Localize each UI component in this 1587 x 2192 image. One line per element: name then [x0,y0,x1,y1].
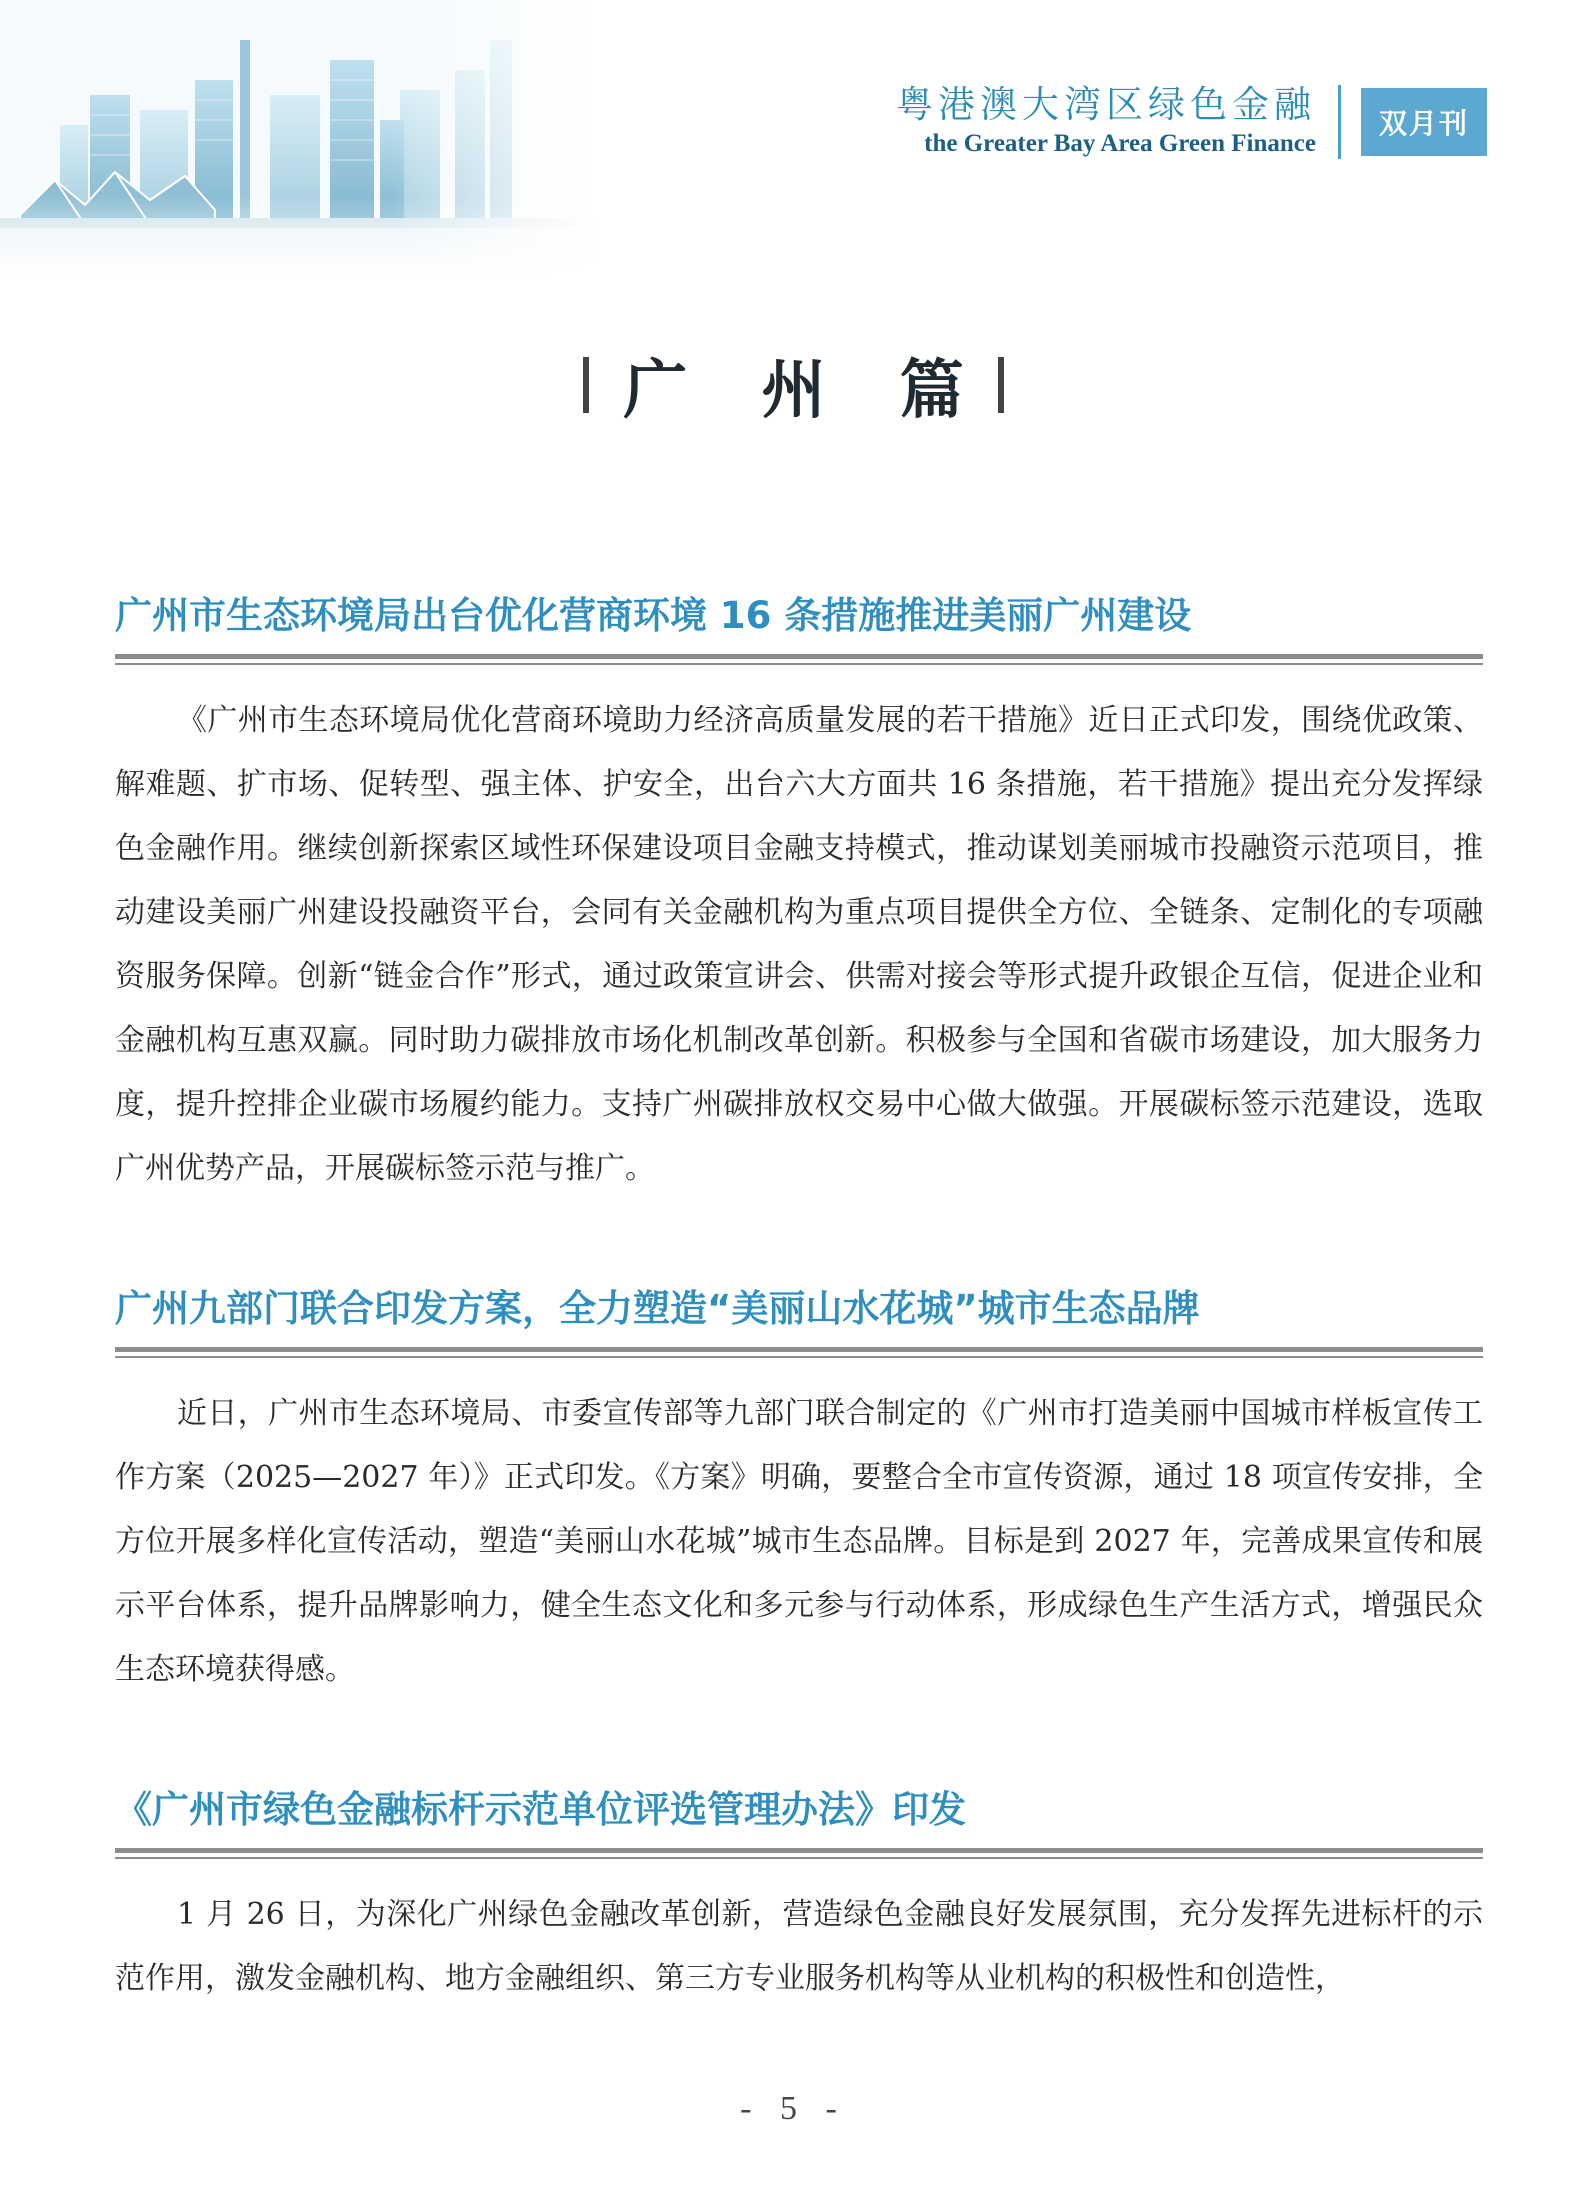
title-rule-thick [115,1347,1483,1352]
article-3 [115,1786,1483,2011]
masthead-divider [1338,85,1341,159]
masthead-title-cn: 粤港澳大湾区绿色金融 [895,83,1316,126]
masthead-title-en: the Greater Bay Area Green Finance [924,130,1316,157]
title-rule-thick [115,1848,1483,1853]
title-rule-thin [115,1857,1483,1859]
article-title: 广州九部门联合印发方案，全力塑造“美丽山水花城”城市生态品牌 [115,1287,1200,1330]
masthead [896,80,1487,164]
article-body: 近日，广州市生态环境局、市委宣传部等九部门联合制定的《广州市打造美丽中国城市样板宣传工作方案（2025—2027 年）》正式印发。《方案》明确，要整合全市宣传资源，通过 18 项宣传安排，全方位开展多样化宣传活动，塑造“美丽山水花城”城市生态品牌。目标是到 2027 年，完善成果宣传和展示平台体系，提升品牌影响力，健全生态文化和多元参与行动体系，形成绿色生产生活方式，增强民众生态环境获得感。 [115,1396,1483,1687]
page-number: - 5 - [740,2090,847,2127]
title-rule-thick [115,654,1483,659]
section-title [0,340,1587,430]
title-rule-thin [115,1356,1483,1358]
section-title-right-bar [998,357,1004,413]
section-title-text: 广 州 篇 [623,354,990,428]
title-rule-thin [115,663,1483,665]
article-body: 1 月 26 日，为深化广州绿色金融改革创新，营造绿色金融良好发展氛围，充分发挥先进标杆的示范作用，激发金融机构、地方金融组织、第三方专业服务机构等从业机构的积极性和创造性， [115,1897,1483,1996]
article-title: 《广州市绿色金融标杆示范单位评选管理办法》印发 [115,1788,966,1831]
masthead-text [896,83,1338,161]
article-title: 广州市生态环境局出台优化营商环境 16 条措施推进美丽广州建设 [115,594,1192,637]
city-skyline-illustration [0,0,600,280]
bimonthly-badge: 双月刊 [1361,88,1487,156]
article-1 [115,592,1483,1201]
article-body: 《广州市生态环境局优化营商环境助力经济高质量发展的若干措施》近日正式印发，围绕优政策、解难题、扩市场、促转型、强主体、护安全，出台六大方面共 16 条措施，若干措施》提出充分发挥绿色金融作用。继续创新探索区域性环保建设项目金融支持模式，推动谋划美丽城市投融资示范项目，推动建设美丽广州建设投融资平台，会同有关金融机构为重点项目提供全方位、全链条、定制化的专项融资服务保障。创新“链金合作”形式，通过政策宣讲会、供需对接会等形式提升政银企互信，促进企业和金融机构互惠双赢。同时助力碳排放市场化机制改革创新。积极参与全国和省碳市场建设，加大服务力度，提升控排企业碳市场履约能力。支持广州碳排放权交易中心做大做强。开展碳标签示范建设，选取广州优势产品，开展碳标签示范与推广。 [115,703,1483,1186]
article-2 [115,1285,1483,1702]
